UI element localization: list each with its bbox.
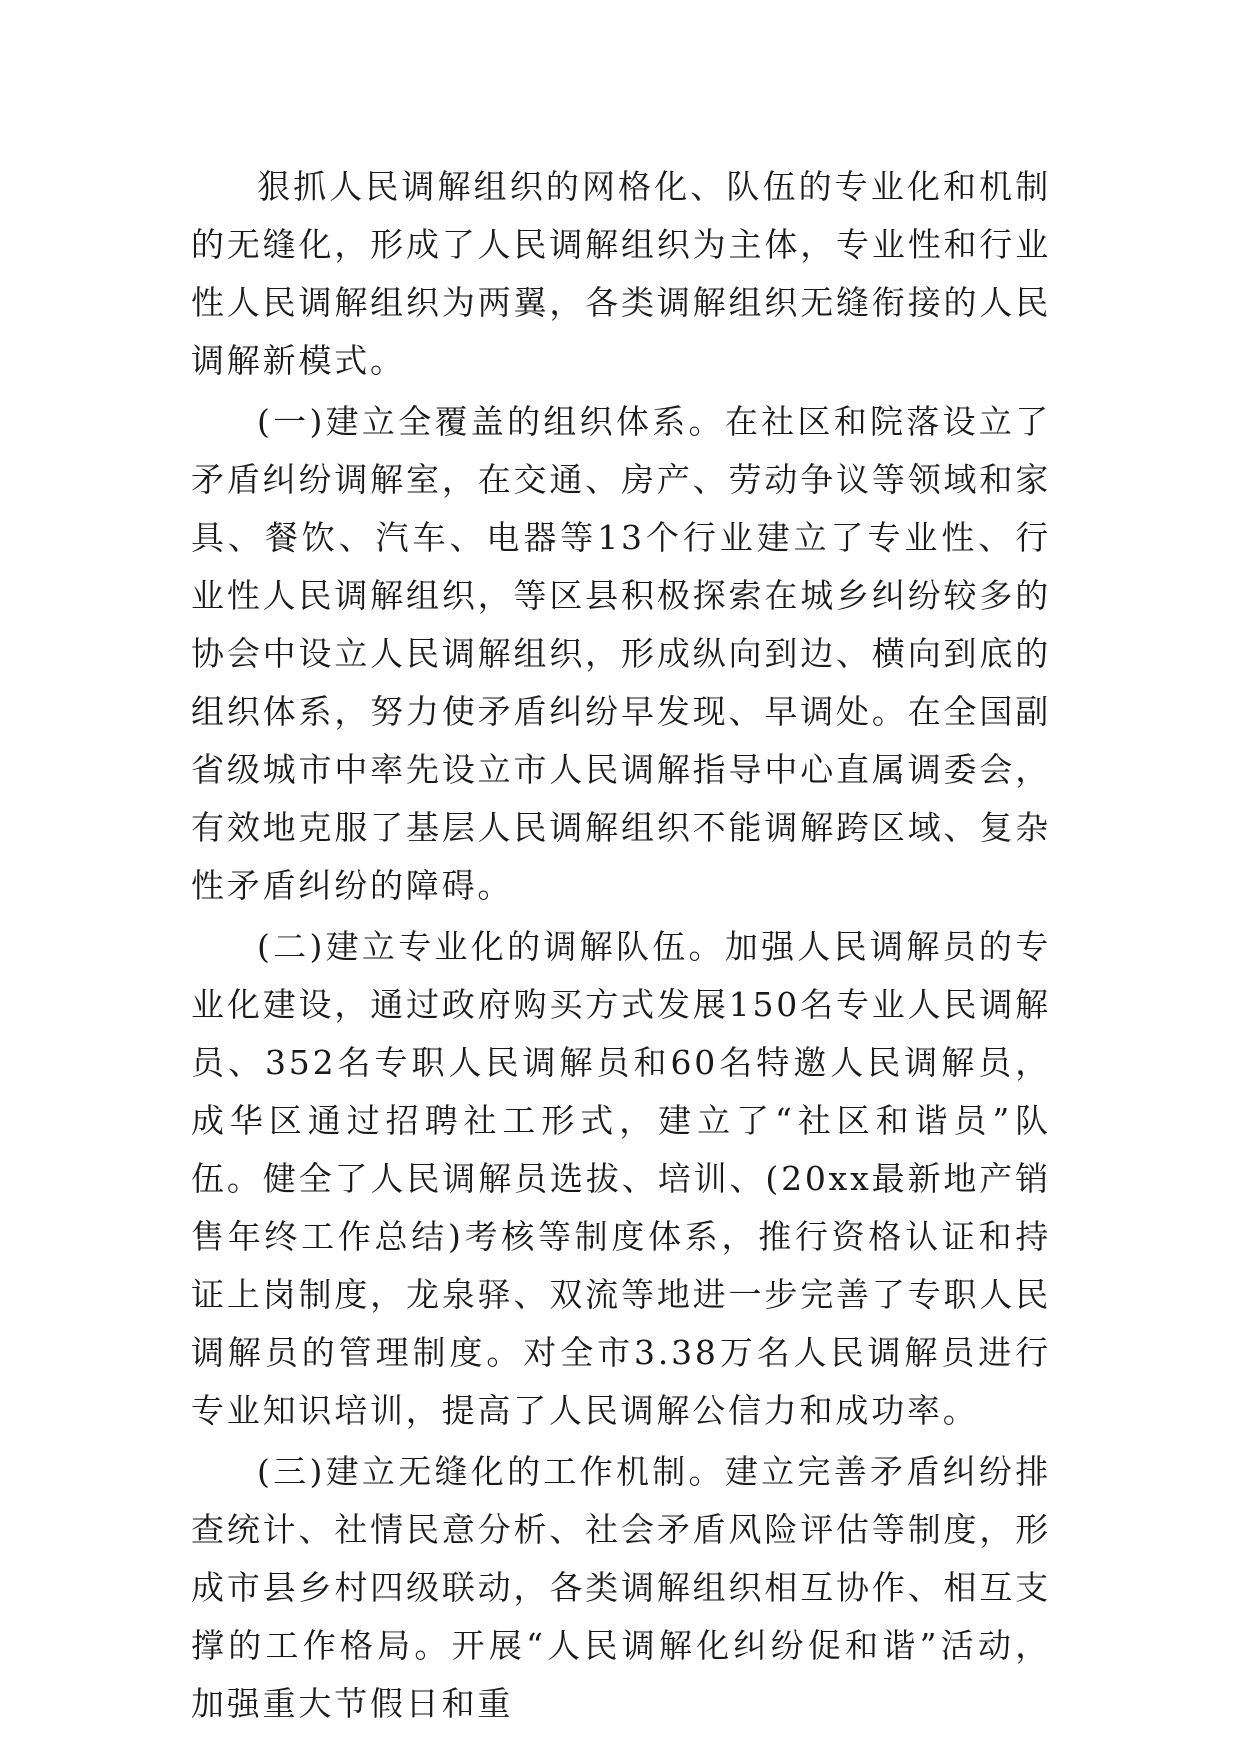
- paragraph-section-3: (三)建立无缝化的工作机制。建立完善矛盾纠纷排查统计、社情民意分析、社会矛盾风险评估等制度，形成市县乡村四级联动，各类调解组织相互协作、相互支撑的工作格局。开展“人民调解化纠纷促和谐”活动，加强重大节假日和重: [191, 1452, 1051, 1723]
- document-body: [191, 158, 1051, 1736]
- paragraph-section-1: (一)建立全覆盖的组织体系。在社区和院落设立了矛盾纠纷调解室，在交通、房产、劳动争议等领域和家具、餐饮、汽车、电器等13个行业建立了专业性、行业性人民调解组织，等区县积极探索在城乡纠纷较多的协会中设立人民调解组织，形成纵向到边、横向到底的组织体系，努力使矛盾纠纷早发现、早调处。在全国副省级城市中率先设立市人民调解指导中心直属调委会，有效地克服了基层人民调解组织不能调解跨区域、复杂性矛盾纠纷的障碍。: [191, 402, 1051, 905]
- paragraph-section-2: (二)建立专业化的调解队伍。加强人民调解员的专业化建设，通过政府购买方式发展150名专业人民调解员、352名专职人民调解员和60名特邀人民调解员，成华区通过招聘社工形式，建立了“社区和谐员”队伍。健全了人民调解员选拔、培训、(20xx最新地产销售年终工作总结)考核等制度体系，推行资格认证和持证上岗制度，龙泉驿、双流等地进一步完善了专职人民调解员的管理制度。对全市3.38万名人民调解员进行专业知识培训，提高了人民调解公信力和成功率。: [191, 927, 1051, 1430]
- paragraph-intro: 狠抓人民调解组织的网格化、队伍的专业化和机制的无缝化，形成了人民调解组织为主体，专业性和行业性人民调解组织为两翼，各类调解组织无缝衔接的人民调解新模式。: [191, 167, 1051, 380]
